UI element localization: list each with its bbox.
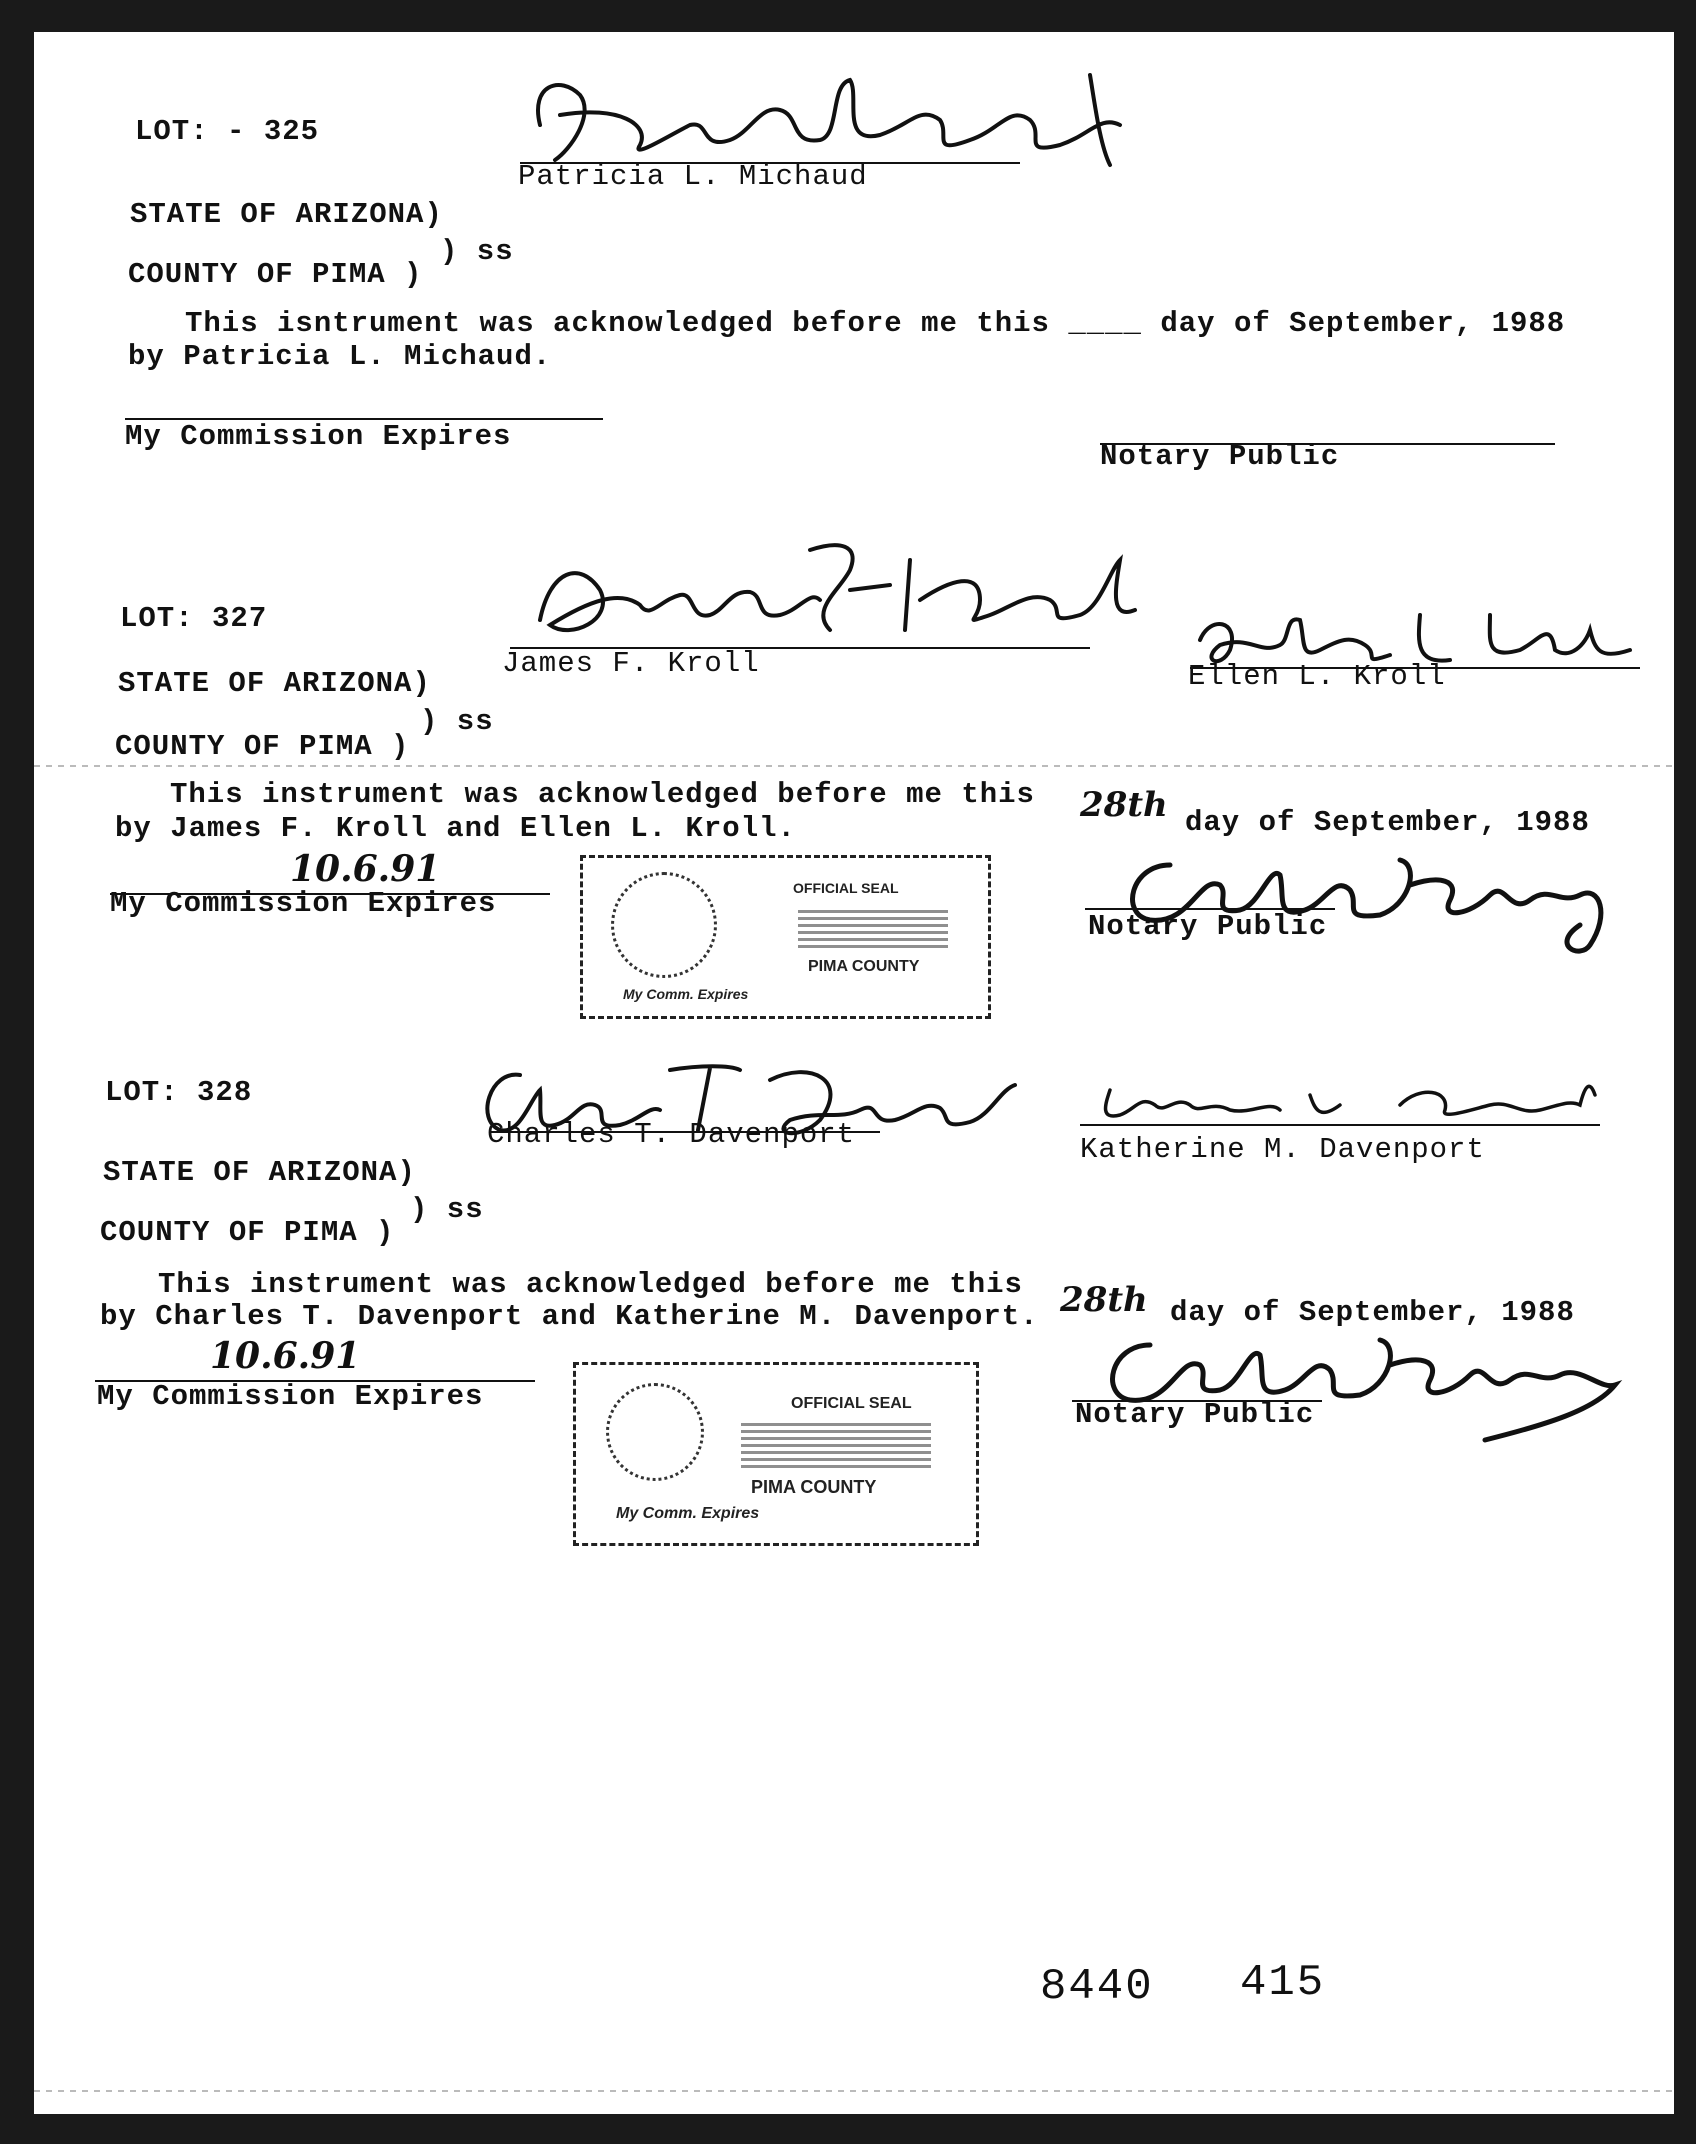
seal-emblem-icon	[606, 1383, 704, 1481]
commission-expires-label: My Commission Expires	[97, 1380, 484, 1413]
signer-name: Charles T. Davenport	[487, 1118, 856, 1151]
notary-seal-stamp	[580, 855, 991, 1019]
acknowledgment-line: This isntrument was acknowledged before me this ____ day of September, 1988	[185, 307, 1566, 340]
lot-number: LOT: - 325	[135, 115, 320, 148]
ss-label: ) ss	[410, 1193, 484, 1226]
seal-county: PIMA COUNTY	[751, 1477, 877, 1497]
signature-james-kroll	[510, 530, 1150, 660]
seal-title: OFFICIAL SEAL	[793, 880, 899, 896]
notary-public-label: Notary Public	[1088, 910, 1328, 943]
acknowledgment-line: This instrument was acknowledged before me this	[158, 1268, 1023, 1301]
lot-number: LOT: 328	[105, 1076, 253, 1109]
signer-name: Patricia L. Michaud	[518, 160, 868, 193]
book-number: 8440	[1040, 1962, 1154, 2012]
signer-name: Katherine M. Davenport	[1080, 1133, 1485, 1166]
state-label: STATE OF ARIZONA)	[103, 1156, 416, 1189]
scan-fold-line	[34, 765, 1674, 767]
state-label: STATE OF ARIZONA)	[130, 198, 443, 231]
handwritten-commission-date: 10.6.91	[210, 1335, 361, 1377]
signer-name: James F. Kroll	[502, 647, 760, 680]
county-label: COUNTY OF PIMA )	[100, 1216, 395, 1249]
signature-patricia-michaud	[500, 65, 1140, 175]
signature-katherine-davenport	[1080, 1075, 1610, 1135]
notary-public-label: Notary Public	[1075, 1398, 1315, 1431]
acknowledgment-by-line: by James F. Kroll and Ellen L. Kroll.	[115, 812, 796, 845]
seal-illegible-text	[798, 908, 948, 948]
seal-expires: My Comm. Expires	[623, 986, 749, 1002]
commission-expires-label: My Commission Expires	[110, 887, 497, 920]
scan-edge-left	[0, 0, 34, 2144]
commission-expires-label: My Commission Expires	[125, 420, 512, 453]
seal-expires: My Comm. Expires	[616, 1505, 760, 1522]
ss-label: ) ss	[440, 235, 514, 268]
scan-edge-right	[1674, 0, 1696, 2144]
scan-edge-bottom	[0, 2114, 1696, 2144]
acknowledgment-by-line: by Charles T. Davenport and Katherine M. Davenport.	[100, 1300, 1039, 1333]
seal-county: PIMA COUNTY	[808, 958, 920, 975]
handwritten-day: 28th	[1060, 1280, 1148, 1320]
acknowledgment-line: This instrument was acknowledged before me this	[170, 778, 1035, 811]
acknowledgment-by-line: by Patricia L. Michaud.	[128, 340, 552, 373]
acknowledgment-line-end: day of September, 1988	[1185, 806, 1590, 839]
notary-public-label: Notary Public	[1100, 440, 1340, 473]
scan-edge-top	[0, 0, 1696, 32]
state-label: STATE OF ARIZONA)	[118, 667, 431, 700]
seal-illegible-text	[741, 1423, 931, 1468]
handwritten-commission-date: 10.6.91	[290, 848, 441, 890]
signer-name: Ellen L. Kroll	[1188, 660, 1446, 693]
seal-title: OFFICIAL SEAL	[791, 1395, 912, 1412]
lot-number: LOT: 327	[120, 602, 268, 635]
county-label: COUNTY OF PIMA )	[115, 730, 410, 763]
acknowledgment-line-end: day of September, 1988	[1170, 1296, 1575, 1329]
handwritten-day: 28th	[1080, 785, 1168, 825]
ss-label: ) ss	[420, 705, 494, 738]
seal-emblem-icon	[611, 872, 717, 978]
page-number: 415	[1240, 1958, 1326, 2008]
signature-notary	[1110, 835, 1630, 965]
notary-seal-stamp	[573, 1362, 979, 1546]
county-label: COUNTY OF PIMA )	[128, 258, 423, 291]
scan-fold-line	[34, 2090, 1674, 2092]
